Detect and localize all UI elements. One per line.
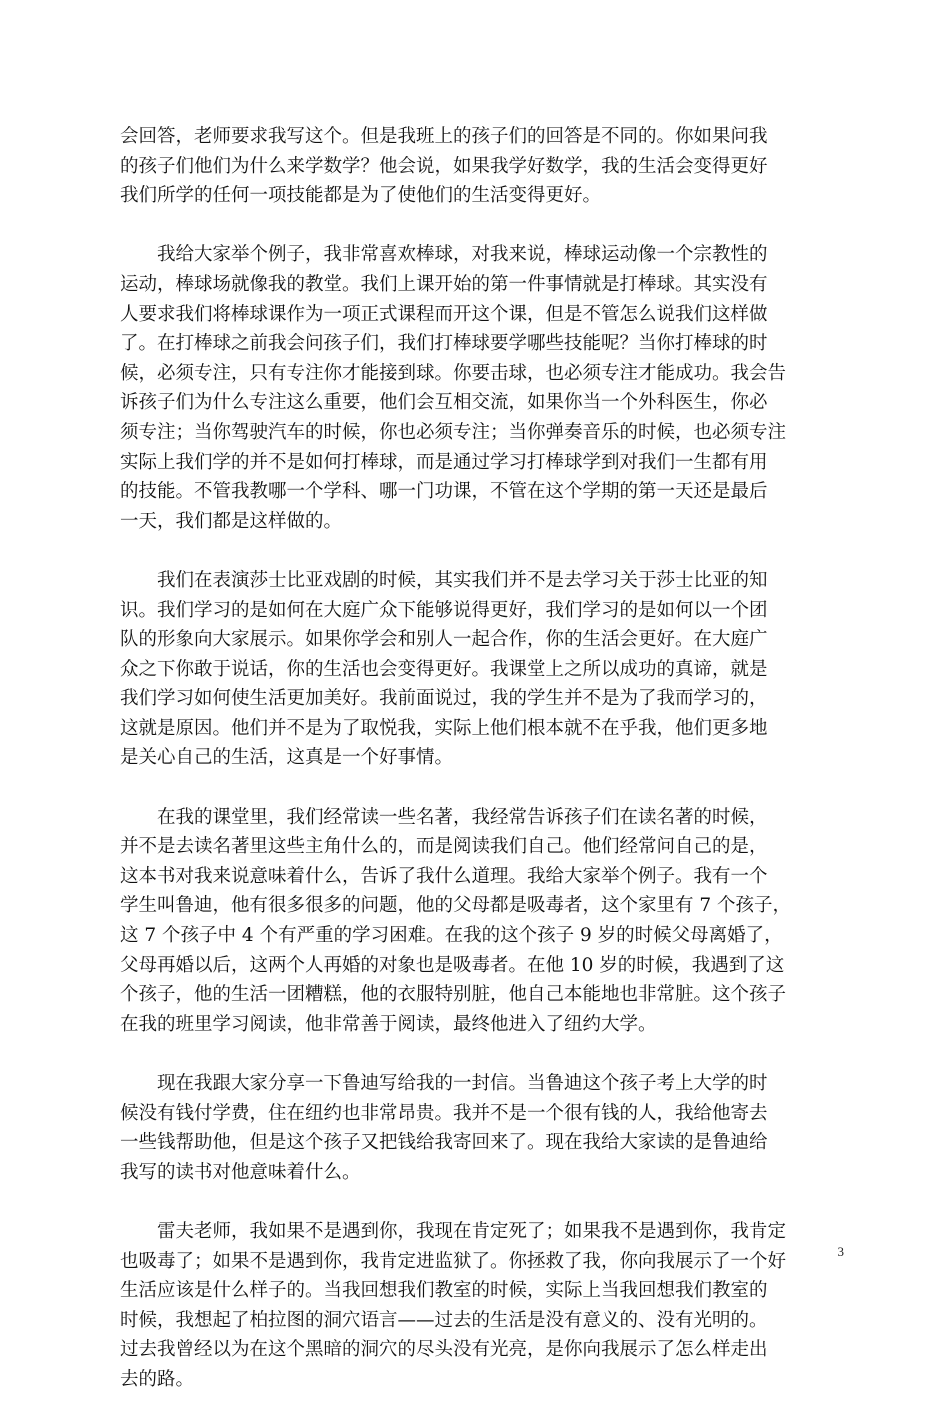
page-number: 3 [837, 1244, 844, 1259]
paragraph-line: 这就是原因。他们并不是为了取悦我，实际上他们根本就不在乎我，他们更多地 [120, 717, 768, 739]
paragraph-line: 一些钱帮助他，但是这个孩子又把钱给我寄回来了。现在我给大家读的是鲁迪给 [120, 1132, 768, 1154]
paragraph-line: 生活应该是什么样子的。当我回想我们教室的时候，实际上当我回想我们教室的 [120, 1280, 768, 1302]
paragraph-line: 识。我们学习的是如何在大庭广众下能够说得更好，我们学习的是如何以一个团 [120, 599, 768, 621]
paragraph-line: 这 7 个孩子中 4 个有严重的学习困难。在我的这个孩子 9 岁的时候父母离婚了， [120, 925, 783, 947]
paragraph [120, 566, 842, 773]
paragraph-line: 运动，棒球场就像我的教堂。我们上课开始的第一件事情就是打棒球。其实没有 [120, 273, 768, 295]
paragraph-line: 是关心自己的生活，这真是一个好事情。 [120, 747, 454, 769]
paragraph-line: 一天，我们都是这样做的。 [120, 510, 343, 532]
paragraph-line: 在我的课堂里，我们经常读一些名著，我经常告诉孩子们在读名著的时候， [157, 806, 768, 828]
paragraph [120, 1217, 842, 1395]
paragraph-line: 我给大家举个例子，我非常喜欢棒球，对我来说，棒球运动像一个宗教性的 [157, 244, 768, 266]
paragraph [120, 1069, 842, 1187]
paragraph-line: 过去我曾经以为在这个黑暗的洞穴的尽头没有光亮，是你向我展示了怎么样走出 [120, 1339, 768, 1361]
paragraph-line: 诉孩子们为什么专注这么重要，他们会互相交流，如果你当一个外科医生，你必 [120, 392, 768, 414]
paragraph-line: 的技能。不管我教哪一个学科、哪一门功课，不管在这个学期的第一天还是最后 [120, 481, 768, 503]
paragraph-line: 父母再婚以后，这两个人再婚的对象也是吸毒者。在他 10 岁的时候，我遇到了这 [120, 954, 785, 976]
paragraph-line: 我们所学的任何一项技能都是为了使他们的生活变得更好。 [120, 185, 602, 207]
paragraph [120, 240, 842, 536]
paragraph-line: 了。在打棒球之前我会问孩子们，我们打棒球要学哪些技能呢？当你打棒球的时 [120, 333, 768, 355]
paragraph-line: 也吸毒了；如果不是遇到你，我肯定进监狱了。你拯救了我，你向我展示了一个好 [120, 1250, 787, 1272]
paragraph-line: 现在我跟大家分享一下鲁迪写给我的一封信。当鲁迪这个孩子考上大学的时 [157, 1073, 768, 1094]
paragraph-line: 并不是去读名著里这些主角什么的，而是阅读我们自己。他们经常问自己的是， [120, 836, 768, 858]
paragraph-line: 学生叫鲁迪，他有很多很多的问题，他的父母都是吸毒者，这个家里有 7 个孩子， [120, 895, 792, 917]
paragraph-line: 须专注；当你驾驶汽车的时候，你也必须专注；当你弹奏音乐的时候，也必须专注 [120, 421, 787, 443]
paragraph [120, 803, 842, 1040]
document-body [120, 122, 842, 1424]
paragraph-line: 众之下你敢于说话，你的生活也会变得更好。我课堂上之所以成功的真谛，就是 [120, 658, 768, 680]
paragraph-line: 会回答，老师要求我写这个。但是我班上的孩子们的回答是不同的。你如果问我 [120, 126, 768, 147]
paragraph-line: 个孩子，他的生活一团糟糕，他的衣服特别脏，他自己本能地也非常脏。这个孩子 [120, 984, 787, 1006]
paragraph-line: 我们学习如何使生活更加美好。我前面说过，我的学生并不是为了我而学习的， [120, 688, 768, 710]
paragraph-line: 候，必须专注，只有专注你才能接到球。你要击球，也必须专注才能成功。我会告 [120, 362, 787, 384]
paragraph-line: 这本书对我来说意味着什么，告诉了我什么道理。我给大家举个例子。我有一个 [120, 865, 768, 887]
paragraph [120, 122, 842, 211]
paragraph-line: 雷夫老师，我如果不是遇到你，我现在肯定死了；如果我不是遇到你，我肯定 [157, 1220, 787, 1242]
paragraph-line: 我写的读书对他意味着什么。 [120, 1161, 361, 1183]
paragraph-line: 人要求我们将棒球课作为一项正式课程而开这个课，但是不管怎么说我们这样做 [120, 303, 768, 325]
paragraph-line: 实际上我们学的并不是如何打棒球，而是通过学习打棒球学到对我们一生都有用 [120, 451, 768, 473]
paragraph-line: 去的路。 [120, 1368, 195, 1390]
paragraph-line: 候没有钱付学费，住在纽约也非常昂贵。我并不是一个很有钱的人，我给他寄去 [120, 1102, 768, 1124]
paragraph-line: 我们在表演莎士比亚戏剧的时候，其实我们并不是去学习关于莎士比亚的知 [157, 569, 768, 591]
paragraph-line: 在我的班里学习阅读，他非常善于阅读，最终他进入了纽约大学。 [120, 1013, 657, 1035]
paragraph-line: 队的形象向大家展示。如果你学会和别人一起合作，你的生活会更好。在大庭广 [120, 629, 768, 651]
paragraph-line: 的孩子们他们为什么来学数学？他会说，如果我学好数学，我的生活会变得更好 [120, 155, 768, 177]
paragraph-line: 时候，我想起了柏拉图的洞穴语言——过去的生活是没有意义的、没有光明的。 [120, 1309, 768, 1331]
